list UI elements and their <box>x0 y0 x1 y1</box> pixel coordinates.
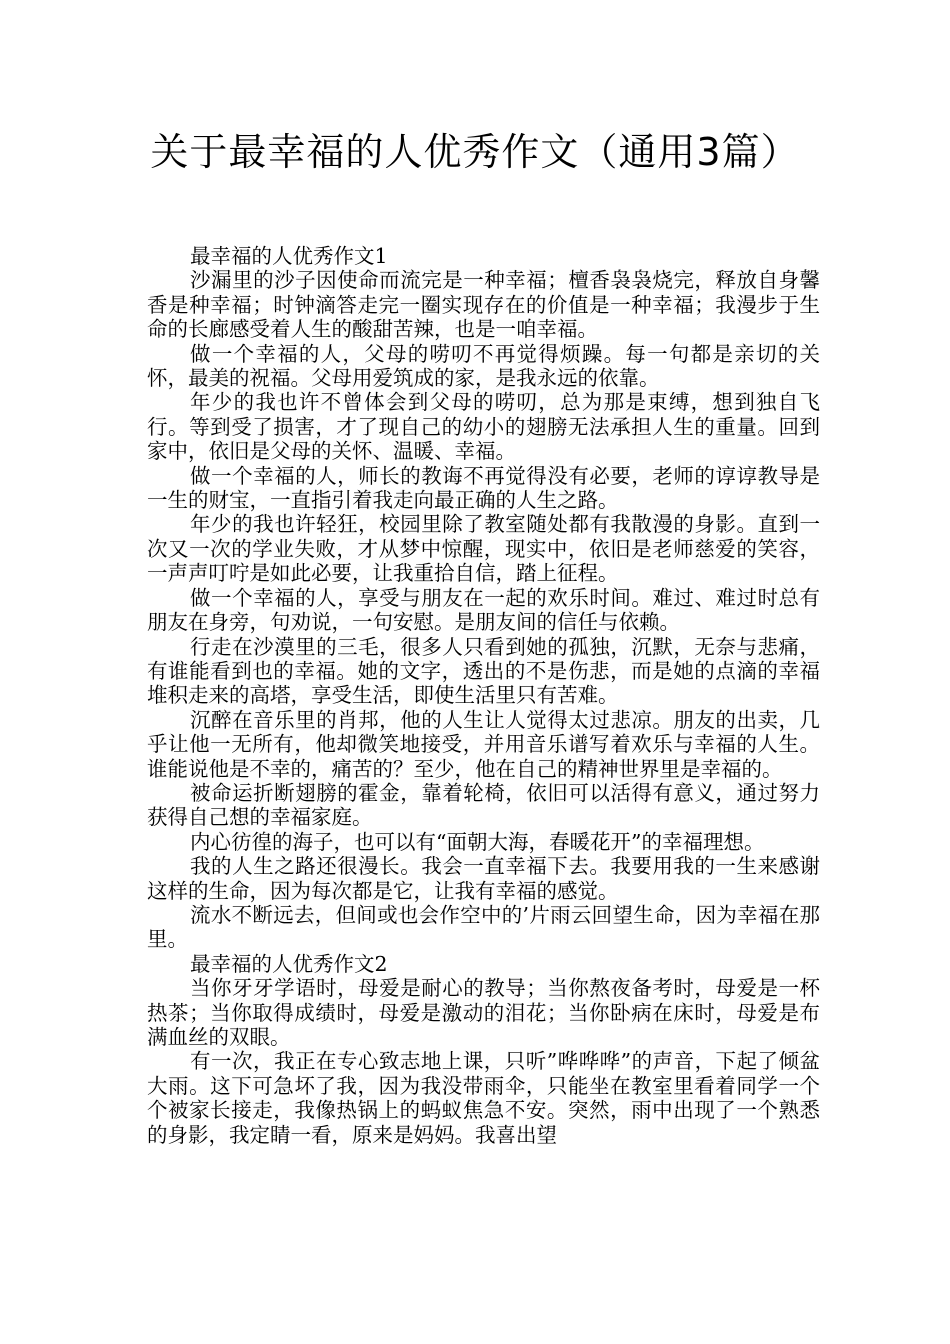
paragraph: 内心彷徨的海子，也可以有“面朝大海，春暖花开”的幸福理想。 <box>190 829 765 854</box>
essay-2-heading: 最幸福的人优秀作文2 <box>190 951 388 976</box>
paragraph: 有一次，我正在专心致志地上课，只听”哗哗哗”的声音，下起了倾盆大雨。这下可急坏了我，因为我没带雨伞，只能坐在教室里看着同学一个个被家长接走，我像热锅上的蚂蚁焦急不安。突然，雨中出现了一个熟悉的身影，我定睛一看，原来是妈妈。我喜出望 <box>147 1049 820 1147</box>
paragraph: 年少的我也许不曾体会到父母的唠叨，总为那是束缚，想到独自飞行。等到受了损害，才了现自己的幼小的翅膀无法承担人生的重量。回到家中，依旧是父母的关怀、温暖、幸福。 <box>147 390 820 464</box>
paragraph: 被命运折断翅膀的霍金，靠着轮椅，依旧可以活得有意义，通过努力获得自己想的幸福家庭。 <box>147 780 820 830</box>
document-body <box>147 244 820 1147</box>
essay-1-heading: 最幸福的人优秀作文1 <box>190 244 388 268</box>
paragraph: 做一个幸福的人，享受与朋友在一起的欢乐时间。难过、难过时总有朋友在身旁，句劝说，一句安慰。是朋友间的信任与依赖。 <box>147 585 820 635</box>
paragraph: 年少的我也许轻狂，校园里除了教室随处都有我散漫的身影。直到一次又一次的学业失败，才从梦中惊醒，现实中，依旧是老师慈爱的笑容，一声声叮咛是如此必要，让我重拾自信，踏上征程。 <box>147 512 820 586</box>
paragraph: 做一个幸福的人，师长的教诲不再觉得没有必要，老师的谆谆教导是一生的财宝，一直指引着我走向最正确的人生之路。 <box>147 463 820 513</box>
paragraph: 行走在沙漠里的三毛，很多人只看到她的孤独，沉默，无奈与悲痛，有谁能看到也的幸福。她的文字，透出的不是伤悲，而是她的点滴的幸福堆积走来的高塔，享受生活，即使生活里只有苦难。 <box>147 634 820 708</box>
paragraph: 流水不断远去，但间或也会作空中的’片雨云回望生命，因为幸福在那里。 <box>147 902 820 952</box>
paragraph: 做一个幸福的人，父母的唠叨不再觉得烦躁。每一句都是亲切的关怀，最美的祝福。父母用爱筑成的家，是我永远的依靠。 <box>147 341 820 391</box>
paragraph: 当你牙牙学语时，母爱是耐心的教导；当你熬夜备考时，母爱是一杯热茶；当你取得成绩时，母爱是激动的泪花；当你卧病在床时，母爱是布满血丝的双眼。 <box>147 976 820 1049</box>
document-title: 关于最幸福的人优秀作文（通用3篇） <box>150 130 800 174</box>
paragraph: 沉醉在音乐里的肖邦，他的人生让人觉得太过悲凉。朋友的出卖，几乎让他一无所有，他却微笑地接受，并用音乐谱写着欢乐与幸福的人生。谁能说他是不幸的，痛苦的？至少，他在自己的精神世界里是幸福的。 <box>147 707 820 781</box>
paragraph: 我的人生之路还很漫长。我会一直幸福下去。我要用我的一生来感谢这样的生命，因为每次都是它，让我有幸福的感觉。 <box>147 854 820 903</box>
paragraph: 沙漏里的沙子因使命而流完是一种幸福；檀香袅袅烧完，释放自身馨香是种幸福；时钟滴答走完一圈实现存在的价值是一种幸福；我漫步于生命的长廊感受着人生的酸甜苦辣，也是一咱幸福。 <box>147 268 820 342</box>
